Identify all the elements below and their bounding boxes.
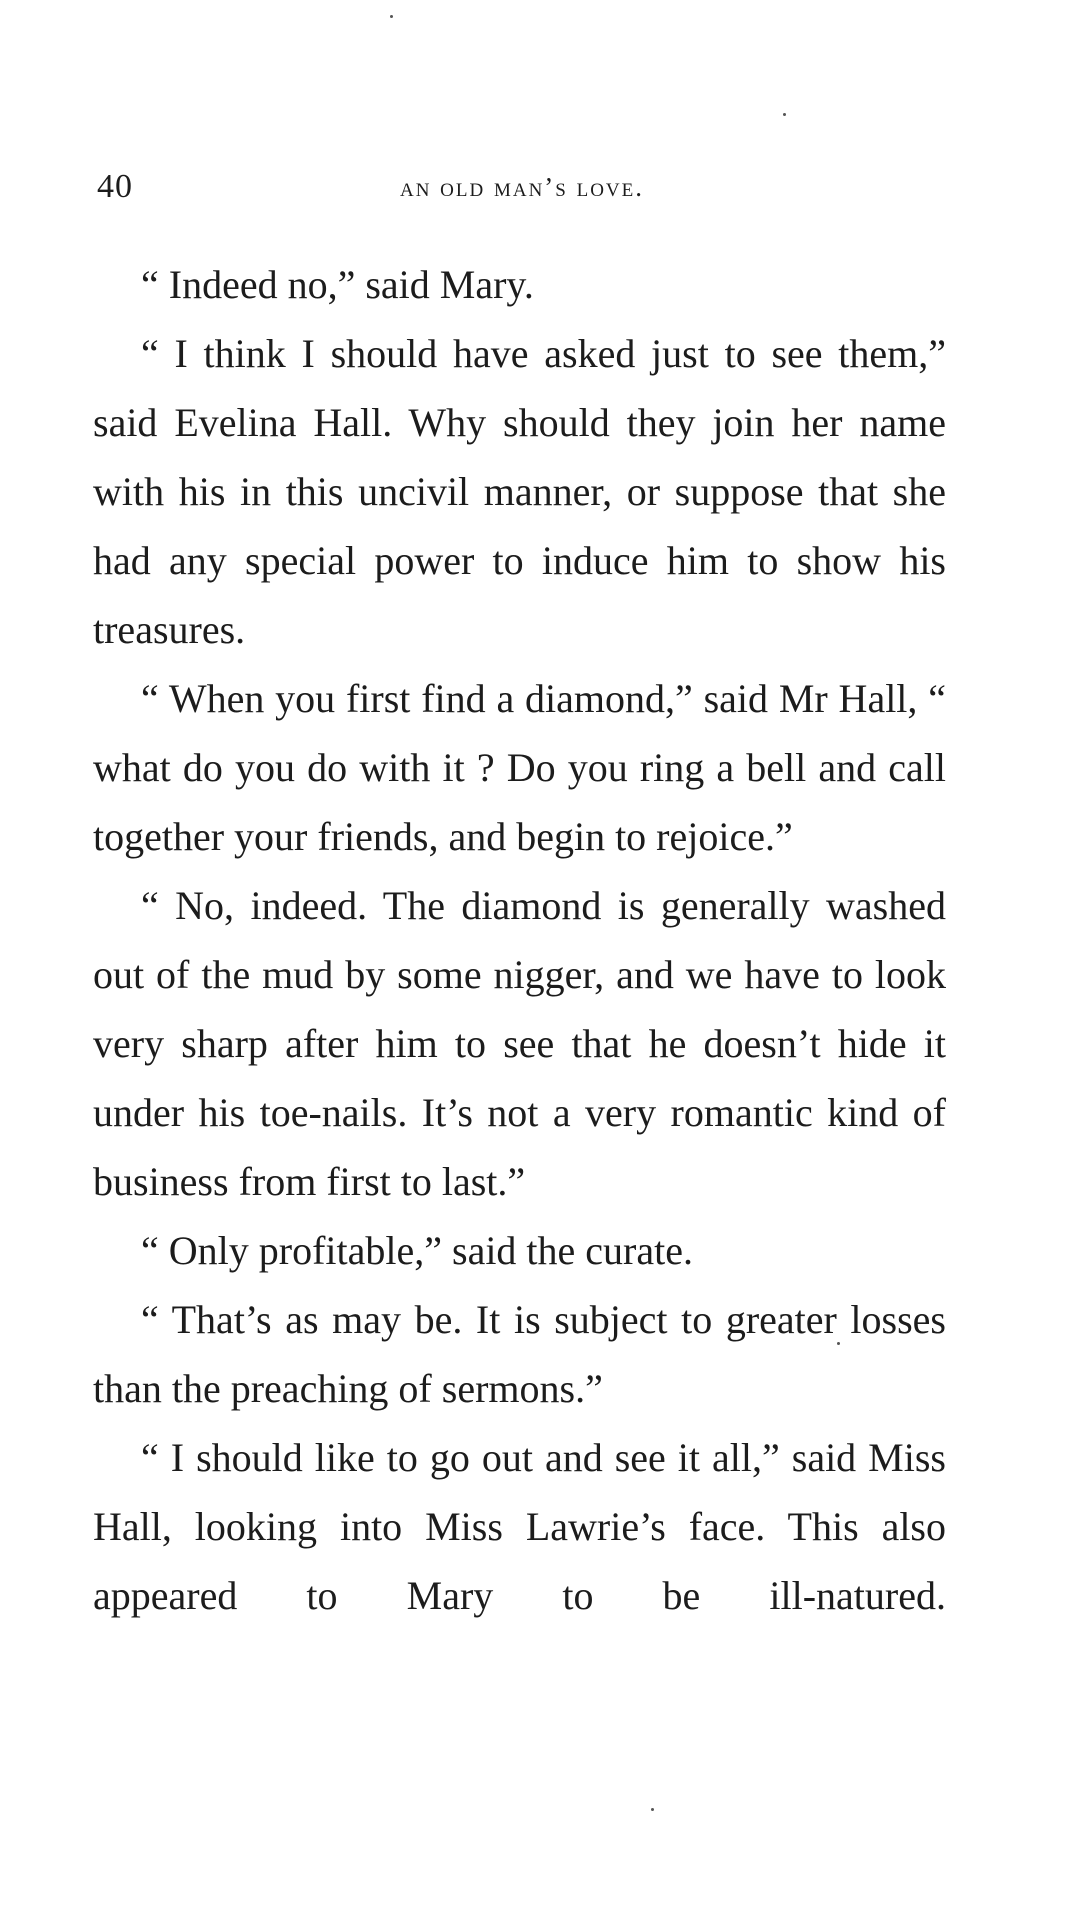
- paragraph: “ Only profitable,” said the curate.: [141, 1228, 693, 1273]
- paragraph: “ Indeed no,” said Mary.: [141, 262, 534, 307]
- paragraph: “ I should like to go out and see it all,” said Miss Hall, looking into Miss Lawrie’s face. This also appeared to Mary to be ill-natured.: [93, 1435, 946, 1618]
- paragraph: “ That’s as may be. It is subject to greater losses than the preaching of sermons.”: [93, 1297, 946, 1411]
- running-title: an old man’s love.: [399, 172, 645, 202]
- paper-speck: [837, 1342, 840, 1345]
- page-header: [97, 168, 947, 212]
- paper-speck: [390, 15, 393, 18]
- paragraph: “ When you first find a diamond,” said Mr Hall, “ what do you do with it ? Do you ring a bell and call together your friends, and begin to rejoice.”: [93, 676, 946, 859]
- paper-speck: [783, 113, 786, 116]
- paper-speck: [651, 1808, 654, 1811]
- paragraph: “ I think I should have asked just to see them,” said Evelina Hall. Why should they join her name with his in this uncivil manner, or suppose that she had any special power to induce him to show his treasures.: [93, 331, 946, 652]
- body-text: [93, 250, 946, 1630]
- page-number: 40: [97, 168, 133, 205]
- paragraph: “ No, indeed. The diamond is generally washed out of the mud by some nigger, and we have to look very sharp after him to see that he doesn’t hide it under his toe-nails. It’s not a very romantic kind of business from first to last.”: [93, 883, 946, 1204]
